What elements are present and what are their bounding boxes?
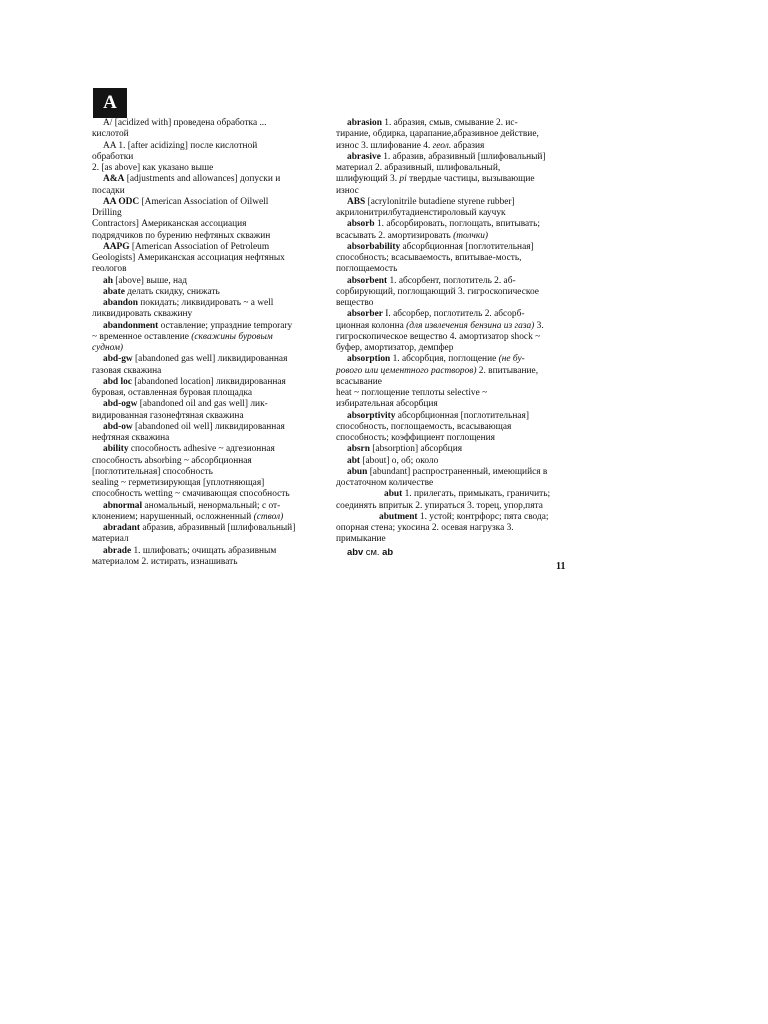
entry-abd-ow: abd-ow [abandoned oil well] ликвидированная: [103, 421, 285, 432]
entry-abutment: abutment 1. устой; контрфорс; пята свода;: [379, 511, 549, 522]
text-line: способность, поглощаемость, всасывающая: [336, 421, 512, 432]
section-letter-box: A: [93, 88, 127, 118]
text-line: способность absorbing ~ абсорбционная: [92, 455, 252, 466]
entry-absorption: absorption 1. абсорбция, поглощение (не бу-: [347, 354, 525, 365]
entry-abd-ogw: abd-ogw [abandoned oil and gas well] лик-: [103, 399, 268, 410]
left-column: [92, 118, 299, 568]
right-column: [336, 118, 568, 557]
entry-abut: abut 1. прилегать, примыкать, граничить;: [384, 489, 551, 500]
text-line: Contractors] Американская ассоциация: [92, 219, 247, 230]
entry-abd-gw: abd-gw [abandoned gas well] ликвидированная: [103, 354, 288, 365]
text-line: тирание, обдирка, царапание,абразивное действие,: [336, 129, 539, 140]
entry-abandonment: abandonment оставление; упраздние temporary: [103, 320, 293, 331]
text-line: буровая, оставленная буровая площадка: [92, 388, 253, 398]
text-line: ционная колонна (для извлечения бензина из газа) 3.: [336, 320, 544, 331]
text-line: [поглотительная] способность: [92, 466, 213, 477]
text-line: материал: [92, 534, 129, 545]
text-line: акрилонитрилбутадиенстироловый каучук: [336, 208, 506, 218]
text-line: гигроскопическое вещество 4. амортизатор shock ~: [336, 331, 541, 342]
text-line: клонением; нарушенный, осложненный (ствол): [92, 511, 284, 522]
text-line: способность wetting ~ смачивающая способность: [92, 489, 290, 500]
text-line: судном): [92, 343, 124, 353]
entry-abate: abate делать скидку, снижать: [103, 286, 220, 297]
entry-absorbability: absorbability абсорбционная [поглотительная]: [347, 241, 534, 252]
entry-absorptivity: absorptivity абсорбционная [поглотительная]: [347, 410, 529, 421]
entry-absorb: absorb 1. абсорбировать, поглощать, впитывать;: [347, 219, 540, 230]
entry-absrn: absrn [absorption] абсорбция: [347, 444, 463, 455]
text-line: видированная газонефтяная скважина: [92, 410, 244, 421]
text-line: способность; всасываемость, впитывае-мость,: [336, 253, 522, 263]
entry-ah: ah [above] выше, над: [103, 275, 187, 286]
text-line: посадки: [92, 185, 125, 196]
entry-abv: abv см. ab: [347, 545, 394, 557]
page-number: 11: [556, 561, 566, 572]
text-line: нефтяная скважина: [92, 433, 170, 443]
text-line: достаточном количестве: [336, 478, 434, 488]
entry-absorbent: absorbent 1. абсорбент, поглотитель 2. аб-: [347, 275, 516, 286]
text-line: соединять впритык 2. упираться 3. торец, упор,пята: [336, 500, 543, 511]
entry-abs: ABS [acrylonitrile butadiene styrene rubber]: [347, 196, 515, 207]
text-line: шлифующий 3. pi твердые частицы, вызывающие: [336, 174, 535, 185]
entry-aa: AA 1. [after acidizing] после кислотной обработки: [92, 140, 258, 162]
text-line: износ 3. шлифование 4. геол. абразия: [336, 140, 485, 151]
entry-abnormal: abnormal аномальный, ненормальный; с от-: [103, 500, 281, 511]
entry-aapg: AAPG [American Association of Petroleum: [103, 241, 270, 252]
entry-abrasion: abrasion 1. абразия, смыв, смывание 2. ис-: [347, 118, 518, 128]
text-line: 2. [as above] как указано выше: [92, 163, 214, 173]
entry-a-slash: A/ [acidized with] проведена обработка ...: [103, 118, 267, 128]
entry-ability: ability способность adhesive ~ адгезионная: [103, 444, 275, 455]
entry-abradant: abradant абразив, абразивный [шлифовальный]: [103, 523, 296, 533]
text-line: Geologists] Американская ассоциация нефтяных: [92, 253, 285, 263]
text-line: вещество: [336, 298, 374, 308]
text-line: рового или цементного растворов) 2. впитывание,: [336, 365, 539, 376]
text-line: износ: [336, 185, 359, 196]
text-line: ликвидировать скважину: [92, 309, 193, 320]
text-line: материал 2. абразивный, шлифовальный,: [336, 163, 501, 173]
text-line: материалом 2. истирать, изнашивать: [92, 556, 238, 567]
entry-a-and-a: A&A [adjustments and allowances] допуски и: [103, 174, 281, 185]
entry-abun: abun [abundant] распространенный, имеющийся в: [347, 466, 548, 477]
text-line: газовая скважина: [92, 365, 162, 376]
entry-abrade: abrade 1. шлифовать; очищать абразивным: [103, 545, 277, 556]
entry-abrasive: abrasive 1. абразив, абразивный [шлифовальный]: [347, 151, 546, 162]
text-line: кислотой: [92, 129, 129, 140]
text-line: опорная стена; укосина 2. осевая нагрузка 3.: [336, 523, 514, 533]
text-line: избирательная абсорбция: [336, 399, 438, 410]
text-line: ~ временное оставление (скважины буровым: [92, 331, 273, 342]
text-line: sealing ~ герметизирующая [уплотняющая]: [92, 478, 265, 488]
text-line: всасывание: [336, 376, 382, 387]
text-line: геологов: [92, 264, 127, 275]
text-line: поглощаемость: [336, 264, 398, 275]
text-line: буфер, амортизатор, демпфер: [336, 343, 454, 353]
entry-abt: abt [about] о, об; около: [347, 455, 439, 466]
entry-abd-loc: abd loc [abandoned location] ликвидированная: [103, 376, 286, 387]
text-line: способность; коэффициент поглощения: [336, 433, 495, 443]
text-line: сорбирующий, поглощающий 3. гигроскопическое: [336, 286, 539, 297]
text-line: примыкание: [336, 534, 386, 545]
text-line: всасывать 2. амортизировать (толчки): [336, 230, 489, 241]
entry-absorber: absorber I. абсорбер, поглотитель 2. абсорб-: [347, 309, 525, 320]
text-line: подрядчиков по бурению нефтяных скважин: [92, 230, 271, 241]
entry-abandon: abandon покидать; ликвидировать ~ a well: [103, 298, 274, 308]
entry-aa-odc: AA ODC [American Association of Oilwell Drilling: [92, 196, 269, 218]
text-line: heat ~ поглощение теплоты selective ~: [336, 388, 488, 398]
